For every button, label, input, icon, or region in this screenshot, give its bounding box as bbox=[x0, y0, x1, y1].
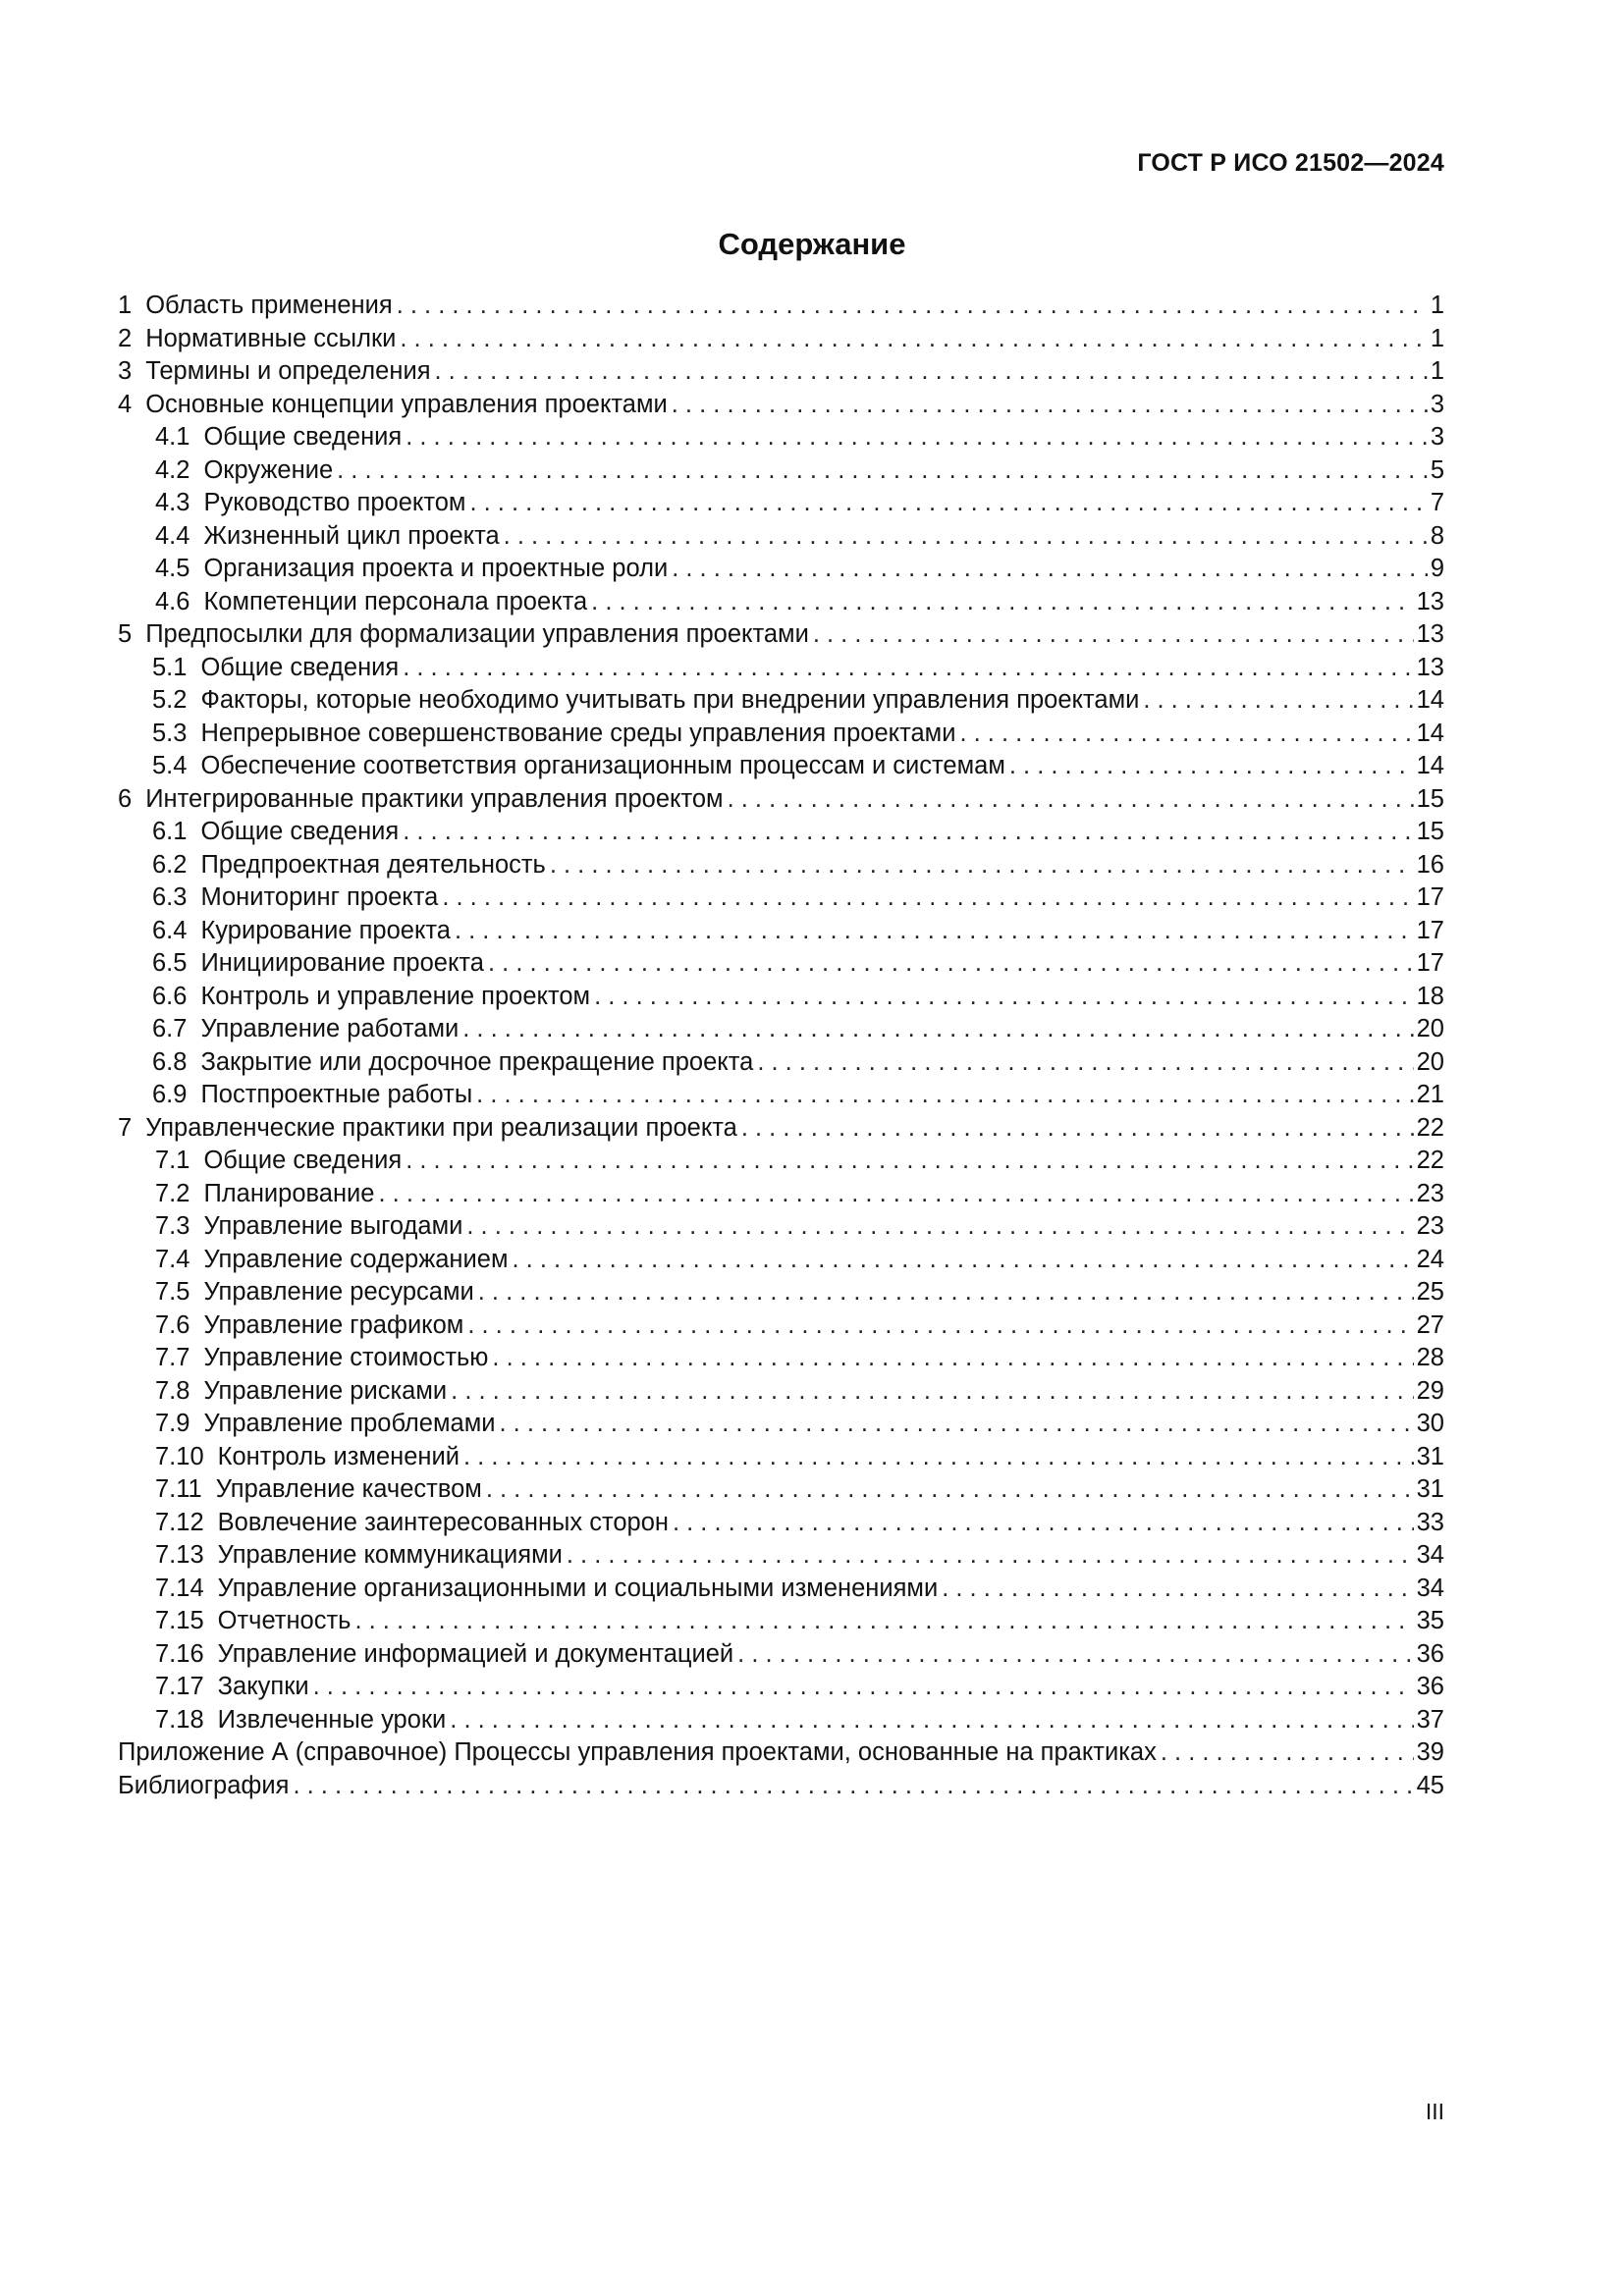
toc-entry-label: Управление выгодами bbox=[203, 1212, 463, 1240]
toc-entry[interactable] bbox=[118, 1605, 1444, 1638]
toc-entry-number: 7.13 bbox=[155, 1541, 204, 1569]
toc-entry[interactable] bbox=[118, 1013, 1444, 1046]
toc-entry-number: 4.3 bbox=[155, 489, 190, 516]
toc-entry-number: 7.9 bbox=[155, 1410, 190, 1437]
toc-entry-label: Управление рисками bbox=[203, 1376, 448, 1405]
toc-entry-page: 16 bbox=[1416, 850, 1444, 879]
toc-entry-label: Интегрированные практики управления проектом bbox=[145, 784, 724, 813]
toc-entry-page: 39 bbox=[1416, 1738, 1444, 1766]
toc-entry-number: 7.4 bbox=[155, 1245, 190, 1273]
toc-entry-number: 4.2 bbox=[155, 455, 190, 484]
toc-entry-page: 21 bbox=[1416, 1081, 1444, 1108]
toc-entry[interactable] bbox=[118, 652, 1444, 685]
toc-entry-label: Факторы, которые необходимо учитывать при внедрении управления проектами bbox=[200, 686, 1140, 714]
toc-entry-number: 2 bbox=[118, 324, 133, 352]
toc-dot-leader bbox=[467, 1309, 1413, 1343]
toc-entry-page: 37 bbox=[1416, 1705, 1444, 1734]
toc-entry-page: 36 bbox=[1416, 1639, 1444, 1668]
toc-entry-label: Библиография bbox=[118, 1771, 290, 1799]
toc-entry[interactable] bbox=[118, 783, 1444, 817]
toc-entry-page: 17 bbox=[1416, 949, 1444, 977]
toc-entry-number: 7.5 bbox=[155, 1278, 190, 1306]
toc-entry-page: 1 bbox=[1430, 357, 1444, 385]
page-number: III bbox=[1425, 2099, 1444, 2124]
toc-dot-leader bbox=[466, 1210, 1413, 1244]
toc-entry-label: Предпроектная деятельность bbox=[200, 850, 546, 879]
toc-entry[interactable] bbox=[118, 1736, 1444, 1770]
toc-entry[interactable] bbox=[118, 389, 1444, 422]
toc-entry-label: Закрытие или досрочное прекращение проекта bbox=[200, 1047, 754, 1076]
toc-entry-label: Основные концепции управления проектами bbox=[145, 390, 668, 418]
toc-entry-page: 18 bbox=[1416, 982, 1444, 1010]
toc-entry-page: 30 bbox=[1416, 1410, 1444, 1437]
table-of-contents bbox=[118, 290, 1444, 1802]
toc-entry[interactable] bbox=[118, 1671, 1444, 1704]
toc-entry-page: 1 bbox=[1430, 292, 1444, 319]
toc-entry-label: Отчетность bbox=[217, 1607, 352, 1634]
toc-dot-leader bbox=[737, 1638, 1413, 1672]
toc-entry-label: Общие сведения bbox=[200, 818, 400, 845]
toc-entry-label: Непрерывное совершенствование среды управления проектами bbox=[200, 719, 956, 747]
toc-entry-label: Инициирование проекта bbox=[200, 949, 484, 977]
toc-entry-number: 7.3 bbox=[155, 1212, 190, 1240]
toc-dot-leader bbox=[673, 1507, 1414, 1540]
toc-entry[interactable] bbox=[118, 915, 1444, 948]
toc-entry-number: 7.17 bbox=[155, 1673, 204, 1700]
toc-entry-number: 7.8 bbox=[155, 1376, 190, 1405]
toc-dot-leader bbox=[478, 1276, 1414, 1309]
toc-dot-leader bbox=[403, 652, 1413, 685]
toc-dot-leader bbox=[591, 586, 1413, 619]
toc-entry-number: 4.5 bbox=[155, 555, 190, 582]
toc-entry[interactable] bbox=[118, 849, 1444, 882]
toc-entry-label: Руководство проектом bbox=[203, 489, 466, 516]
toc-dot-leader bbox=[486, 1473, 1414, 1507]
toc-entry-label: Закупки bbox=[217, 1673, 309, 1700]
toc-dot-leader bbox=[550, 849, 1414, 882]
toc-dot-leader bbox=[813, 618, 1414, 652]
toc-dot-leader bbox=[406, 421, 1428, 454]
toc-entry-page: 15 bbox=[1416, 784, 1444, 813]
toc-entry[interactable] bbox=[118, 684, 1444, 718]
toc-dot-leader bbox=[442, 881, 1413, 915]
toc-entry[interactable] bbox=[118, 1309, 1444, 1343]
toc-entry-page: 13 bbox=[1416, 620, 1444, 648]
toc-dot-leader bbox=[757, 1046, 1413, 1080]
toc-dot-leader bbox=[403, 816, 1413, 849]
toc-entry-number: 7.10 bbox=[155, 1442, 204, 1470]
toc-entry[interactable] bbox=[118, 1638, 1444, 1672]
toc-dot-leader bbox=[512, 1244, 1413, 1277]
toc-entry-label: Управление организационными и социальными изменениями bbox=[217, 1574, 939, 1602]
toc-entry-label: Предпосылки для формализации управления проектами bbox=[145, 620, 809, 648]
toc-entry[interactable] bbox=[118, 1342, 1444, 1375]
toc-entry[interactable] bbox=[118, 718, 1444, 751]
toc-entry-number: 6.8 bbox=[152, 1047, 188, 1076]
toc-entry[interactable] bbox=[118, 1704, 1444, 1737]
toc-dot-leader bbox=[492, 1342, 1413, 1375]
toc-entry-page: 7 bbox=[1430, 489, 1444, 516]
toc-entry-label: Контроль изменений bbox=[217, 1442, 460, 1470]
toc-entry-label: Вовлечение заинтересованных сторон bbox=[217, 1508, 669, 1536]
toc-entry-number: 7.18 bbox=[155, 1705, 204, 1734]
toc-entry[interactable] bbox=[118, 1441, 1444, 1474]
toc-entry-label: Управление информацией и документацией bbox=[217, 1639, 734, 1668]
toc-entry-number: 7.15 bbox=[155, 1607, 204, 1634]
toc-entry-label: Управление содержанием bbox=[203, 1245, 509, 1273]
toc-entry[interactable] bbox=[118, 290, 1444, 323]
toc-entry-number: 5.2 bbox=[152, 686, 188, 714]
toc-dot-leader bbox=[1009, 750, 1414, 783]
toc-entry-label: Управление проблемами bbox=[203, 1410, 496, 1437]
toc-entry-label: Компетенции персонала проекта bbox=[203, 587, 588, 615]
toc-entry-page: 5 bbox=[1430, 455, 1444, 484]
toc-dot-leader bbox=[488, 947, 1414, 981]
toc-entry-label: Планирование bbox=[203, 1179, 375, 1207]
toc-entry-number: 4.4 bbox=[155, 521, 190, 550]
toc-entry-number: 4.6 bbox=[155, 587, 190, 615]
toc-entry[interactable] bbox=[118, 981, 1444, 1014]
toc-entry-page: 14 bbox=[1416, 719, 1444, 747]
toc-dot-leader bbox=[406, 1145, 1413, 1178]
toc-entry-label: Организация проекта и проектные роли bbox=[203, 555, 669, 582]
toc-entry-label: Область применения bbox=[145, 292, 393, 319]
toc-dot-leader bbox=[476, 1079, 1413, 1112]
toc-entry-label: Управление графиком bbox=[203, 1310, 464, 1339]
toc-entry-number: 4 bbox=[118, 390, 133, 418]
toc-entry[interactable] bbox=[118, 1244, 1444, 1277]
toc-entry-number: 6.9 bbox=[152, 1081, 188, 1108]
toc-entry-number: 3 bbox=[118, 357, 133, 385]
toc-entry-page: 14 bbox=[1416, 752, 1444, 779]
toc-dot-leader bbox=[354, 1605, 1413, 1638]
toc-entry-number: 5 bbox=[118, 620, 133, 648]
document-code: ГОСТ Р ИСО 21502—2024 bbox=[1137, 149, 1444, 177]
toc-dot-leader bbox=[1161, 1736, 1414, 1770]
toc-dot-leader bbox=[313, 1671, 1414, 1704]
toc-entry[interactable] bbox=[118, 421, 1444, 454]
toc-entry[interactable] bbox=[118, 1539, 1444, 1573]
toc-entry-page: 45 bbox=[1416, 1771, 1444, 1799]
toc-dot-leader bbox=[672, 553, 1428, 586]
toc-entry-label: Управление стоимостью bbox=[203, 1344, 489, 1371]
toc-dot-leader bbox=[378, 1178, 1413, 1211]
toc-entry[interactable] bbox=[118, 750, 1444, 783]
toc-entry-page: 3 bbox=[1430, 423, 1444, 451]
toc-entry-label: Приложение А (справочное) Процессы управления проектами, основанные на практиках bbox=[118, 1738, 1157, 1766]
toc-dot-leader bbox=[451, 1375, 1413, 1409]
toc-entry-number: 7.1 bbox=[155, 1147, 190, 1174]
toc-entry-page: 8 bbox=[1430, 521, 1444, 550]
toc-entry-number: 6.6 bbox=[152, 982, 188, 1010]
toc-entry-page: 28 bbox=[1416, 1344, 1444, 1371]
toc-entry-page: 34 bbox=[1416, 1541, 1444, 1569]
toc-entry-label: Извлеченные уроки bbox=[217, 1705, 447, 1734]
toc-entry-page: 13 bbox=[1416, 653, 1444, 681]
toc-entry-label: Обеспечение соответствия организационным процессам и системам bbox=[200, 752, 1005, 779]
toc-entry[interactable] bbox=[118, 1178, 1444, 1211]
toc-entry-label: Управление коммуникациями bbox=[217, 1541, 563, 1569]
toc-entry-number: 7 bbox=[118, 1113, 133, 1142]
toc-entry-label: Жизненный цикл проекта bbox=[203, 521, 500, 550]
toc-entry-label: Управление ресурсами bbox=[203, 1278, 474, 1306]
toc-entry-page: 1 bbox=[1430, 324, 1444, 352]
toc-entry-number: 4.1 bbox=[155, 423, 190, 451]
toc-dot-leader bbox=[400, 323, 1427, 356]
toc-entry[interactable] bbox=[118, 618, 1444, 652]
toc-dot-leader bbox=[463, 1441, 1414, 1474]
toc-entry[interactable] bbox=[118, 1770, 1444, 1803]
toc-entry-number: 7.16 bbox=[155, 1639, 204, 1668]
toc-dot-leader bbox=[942, 1573, 1413, 1606]
toc-entry-label: Общие сведения bbox=[200, 653, 400, 681]
toc-entry[interactable] bbox=[118, 1112, 1444, 1146]
toc-entry-page: 13 bbox=[1416, 587, 1444, 615]
toc-dot-leader bbox=[594, 981, 1414, 1014]
toc-dot-leader bbox=[959, 718, 1413, 751]
toc-entry[interactable] bbox=[118, 454, 1444, 488]
toc-dot-leader bbox=[455, 915, 1414, 948]
toc-entry[interactable] bbox=[118, 487, 1444, 520]
toc-entry[interactable] bbox=[118, 520, 1444, 554]
toc-entry-page: 33 bbox=[1416, 1508, 1444, 1536]
toc-entry-number: 6 bbox=[118, 784, 133, 813]
toc-entry[interactable] bbox=[118, 323, 1444, 356]
toc-entry[interactable] bbox=[118, 1408, 1444, 1441]
toc-entry[interactable] bbox=[118, 1046, 1444, 1080]
toc-entry[interactable] bbox=[118, 1507, 1444, 1540]
toc-dot-leader bbox=[504, 520, 1428, 554]
toc-entry-page: 25 bbox=[1416, 1278, 1444, 1306]
toc-entry-page: 24 bbox=[1416, 1245, 1444, 1273]
toc-entry-label: Термины и определения bbox=[145, 357, 431, 385]
toc-entry-number: 6.2 bbox=[152, 850, 188, 879]
toc-dot-leader bbox=[337, 454, 1428, 488]
toc-entry-label: Общие сведения bbox=[203, 1147, 403, 1174]
toc-entry-number: 7.11 bbox=[155, 1475, 202, 1503]
toc-entry-page: 36 bbox=[1416, 1673, 1444, 1700]
toc-entry-label: Управление работами bbox=[200, 1015, 460, 1042]
toc-entry-number: 6.4 bbox=[152, 916, 188, 944]
toc-dot-leader bbox=[435, 355, 1428, 389]
toc-entry-page: 31 bbox=[1416, 1475, 1444, 1503]
toc-entry-page: 27 bbox=[1416, 1310, 1444, 1339]
toc-entry-number: 7.7 bbox=[155, 1344, 190, 1371]
toc-entry-number: 7.6 bbox=[155, 1310, 190, 1339]
toc-dot-leader bbox=[741, 1112, 1414, 1146]
toc-dot-leader bbox=[462, 1013, 1413, 1046]
toc-entry-page: 29 bbox=[1416, 1376, 1444, 1405]
toc-entry-page: 20 bbox=[1416, 1047, 1444, 1076]
toc-entry-page: 3 bbox=[1430, 390, 1444, 418]
toc-entry[interactable] bbox=[118, 553, 1444, 586]
toc-entry[interactable] bbox=[118, 816, 1444, 849]
toc-entry-label: Нормативные ссылки bbox=[145, 324, 397, 352]
toc-entry[interactable] bbox=[118, 881, 1444, 915]
toc-entry[interactable] bbox=[118, 1573, 1444, 1606]
toc-entry-page: 23 bbox=[1416, 1179, 1444, 1207]
toc-entry-label: Постпроектные работы bbox=[200, 1081, 473, 1108]
toc-entry-label: Курирование проекта bbox=[200, 916, 451, 944]
toc-entry-page: 23 bbox=[1416, 1212, 1444, 1240]
toc-dot-leader bbox=[397, 290, 1428, 323]
toc-entry-number: 6.3 bbox=[152, 883, 188, 911]
toc-entry-number: 5.1 bbox=[152, 653, 188, 681]
toc-entry-page: 31 bbox=[1416, 1442, 1444, 1470]
toc-entry[interactable] bbox=[118, 1473, 1444, 1507]
toc-entry-label: Общие сведения bbox=[203, 423, 403, 451]
toc-dot-leader bbox=[728, 783, 1414, 817]
toc-entry-number: 6.5 bbox=[152, 949, 188, 977]
toc-entry[interactable] bbox=[118, 1079, 1444, 1112]
toc-entry-label: Окружение bbox=[203, 455, 334, 484]
toc-entry-page: 22 bbox=[1416, 1113, 1444, 1142]
toc-entry-label: Управленческие практики при реализации проекта bbox=[145, 1113, 737, 1142]
toc-entry-number: 7.14 bbox=[155, 1574, 204, 1602]
toc-entry[interactable] bbox=[118, 1375, 1444, 1409]
toc-dot-leader bbox=[499, 1408, 1413, 1441]
toc-entry[interactable] bbox=[118, 1210, 1444, 1244]
toc-entry-page: 22 bbox=[1416, 1147, 1444, 1174]
toc-entry-page: 9 bbox=[1430, 555, 1444, 582]
toc-entry-number: 5.3 bbox=[152, 719, 188, 747]
toc-entry-label: Мониторинг проекта bbox=[200, 883, 439, 911]
toc-entry-number: 7.2 bbox=[155, 1179, 190, 1207]
toc-entry[interactable] bbox=[118, 1276, 1444, 1309]
toc-entry[interactable] bbox=[118, 947, 1444, 981]
toc-entry-number: 6.1 bbox=[152, 818, 188, 845]
toc-dot-leader bbox=[450, 1704, 1413, 1737]
toc-entry-number: 5.4 bbox=[152, 752, 188, 779]
toc-entry[interactable] bbox=[118, 586, 1444, 619]
toc-entry-page: 35 bbox=[1416, 1607, 1444, 1634]
toc-entry-page: 17 bbox=[1416, 916, 1444, 944]
toc-entry-label: Управление качеством bbox=[215, 1475, 482, 1503]
toc-dot-leader bbox=[293, 1770, 1413, 1803]
toc-entry[interactable] bbox=[118, 1145, 1444, 1178]
toc-entry-number: 7.12 bbox=[155, 1508, 204, 1536]
toc-dot-leader bbox=[672, 389, 1428, 422]
toc-entry-page: 20 bbox=[1416, 1015, 1444, 1042]
toc-entry-number: 1 bbox=[118, 292, 133, 319]
toc-entry-page: 14 bbox=[1416, 686, 1444, 714]
toc-entry-page: 34 bbox=[1416, 1574, 1444, 1602]
toc-entry[interactable] bbox=[118, 355, 1444, 389]
toc-dot-leader bbox=[469, 487, 1427, 520]
toc-entry-label: Контроль и управление проектом bbox=[200, 982, 591, 1010]
toc-dot-leader bbox=[567, 1539, 1414, 1573]
toc-dot-leader bbox=[1143, 684, 1413, 718]
toc-entry-number: 6.7 bbox=[152, 1015, 188, 1042]
toc-entry-page: 15 bbox=[1416, 818, 1444, 845]
page-title: Содержание bbox=[718, 227, 906, 261]
toc-entry-page: 17 bbox=[1416, 883, 1444, 911]
